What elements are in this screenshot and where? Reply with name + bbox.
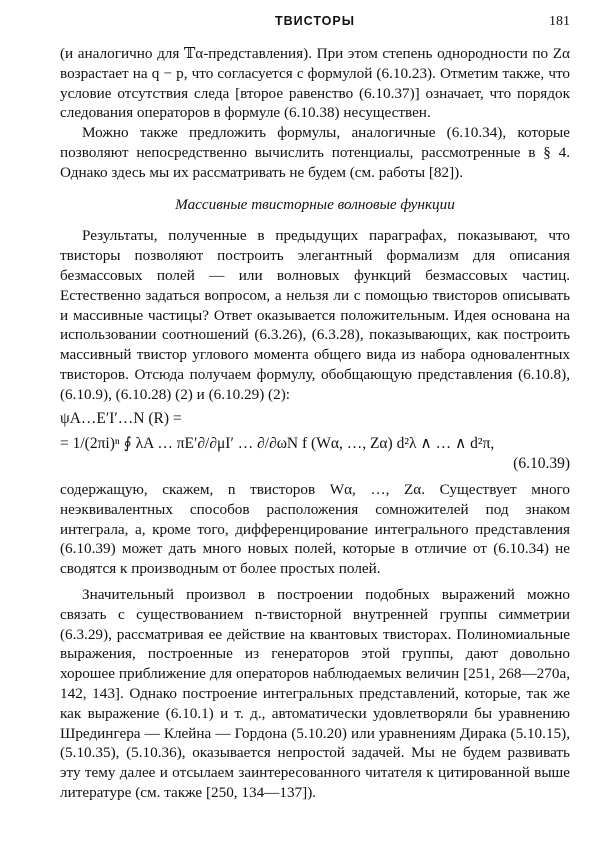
equation-number: (6.10.39): [513, 455, 570, 473]
paragraph-3: Результаты, полученные в предыдущих параграфах, показывают, что твисторы позволяют построить элегантный формализм для описания безмассовых полей — или волновых функций безмассовых частиц. Естественно задаться вопросом, а нельзя ли с помощью твисторов описывать и массивные частицы? Ответ оказывается положительным. Идея основана на использовании соотношений (6.3.26), (6.3.28), показывающих, как построить массивный твистор углового момента общего вида из набора одновалентных твисторов. Отсюда получаем формулу, обобщающую представления (6.10.8), (6.10.9), (6.10.28) (2) и (6.10.29) (2):: [60, 227, 570, 403]
paragraph-1: (и аналогично для 𝕋α-представления). При этом степень однородности по Zα возрастает на q − p, что согласуется с формулой (6.10.23). Отметим также, что условие отсутствия следа [второе равенство (6.10.37)] означает, что порядок следования операторов в формуле (6.10.38) несуществен.: [60, 45, 570, 122]
paragraph-4: содержащую, скажем, n твисторов Wα, …, Zα. Существует много неэквивалентных способов расположения сомножителей под знаком интеграла, а, кроме того, дифференцирование интегрального представления (6.10.39) может дать много новых полей, которые в отличие от (6.10.34) не сводятся к производным от более простых полей.: [60, 480, 570, 578]
formula-line-1: ψA…E′I′…N (R) =: [60, 409, 182, 427]
running-title: ТВИСТОРЫ: [275, 14, 355, 28]
formula-line-2: = 1/(2πi)ⁿ ∮ λA … πE′∂/∂μI′ … ∂/∂ωN f (Wα, …, Zα) d²λ ∧ … ∧ d²π,: [60, 435, 495, 453]
body-text: [60, 44, 570, 803]
section-heading: Массивные твисторные волновые функции: [175, 195, 455, 213]
paragraph-5: Значительный произвол в построении подобных выражений можно связать с существованием n-твисторной внутренней группы симметрии (6.3.29), рассматривая ее действие на квантовых твисторах. Полиномиальные выражения, построенные из генераторов этой группы, дают довольно хорошее приближение для операторов наблюдаемых величин [251, 268—270а, 142, 143]. Однако построение интегральных представлений, которые, так же как выражение (6.10.1) и т. д., автоматически удовлетворяли бы уравнению Шредингера — Клейна — Гордона (5.10.20) или уравнениям Дирака (5.10.15), (5.10.35), (5.10.36), оказывается непростой задачей. Мы не будем развивать эту тему далее и отсылаем заинтересованного читателя к цитированной выше литературе (см. также [250, 134—137]).: [60, 585, 570, 801]
page-number: 181: [549, 14, 570, 29]
formula-6-10-39: [60, 409, 570, 474]
page-header: [60, 14, 570, 34]
paragraph-2: Можно также предложить формулы, аналогичные (6.10.34), которые позволяют непосредственно вычислить потенциалы, рассмотренные в § 4. Однако здесь мы их рассматривать не будем (см. работы [82]).: [60, 124, 570, 181]
